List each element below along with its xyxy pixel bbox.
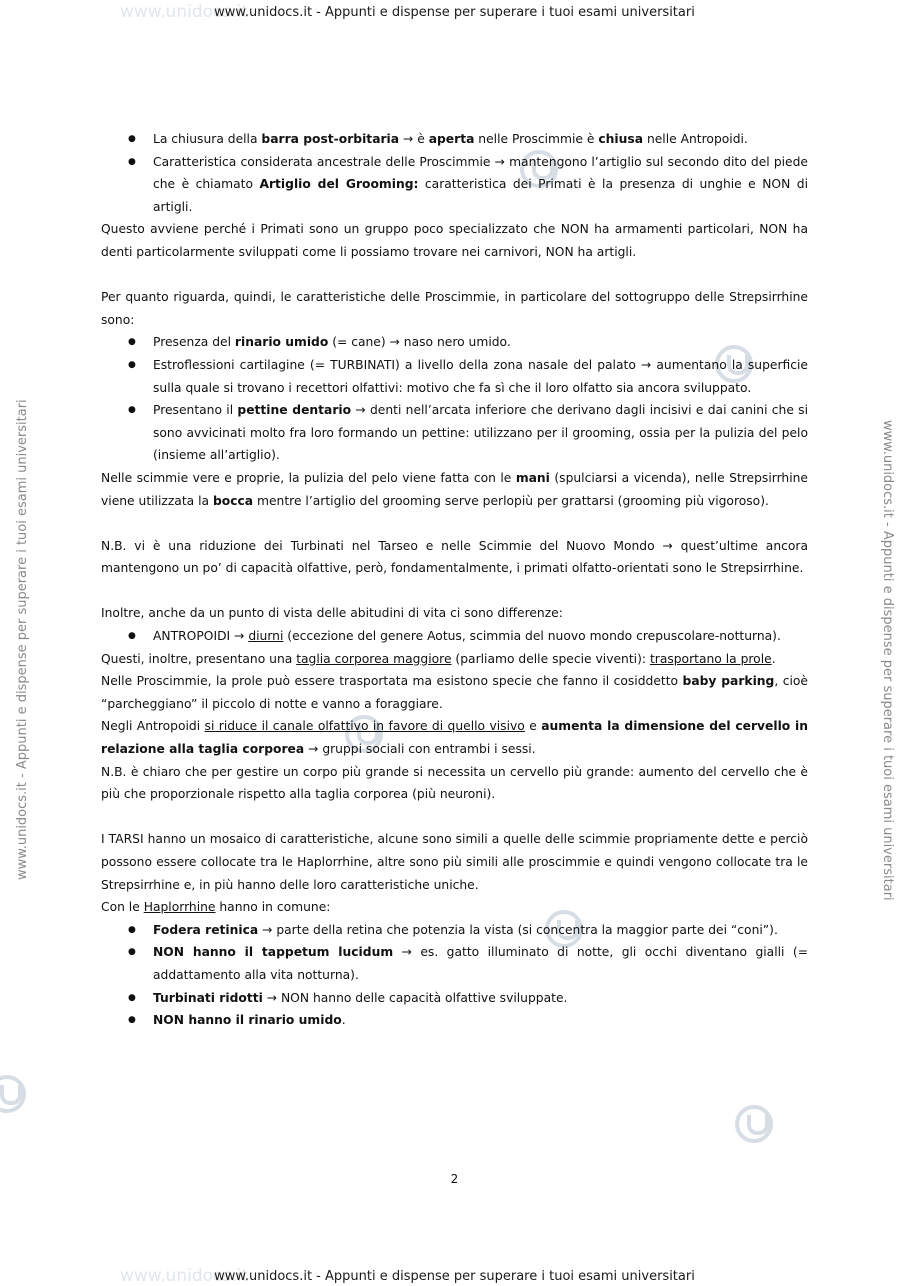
paragraph: I TARSI hanno un mosaico di caratteristiche, alcune sono simili a quelle delle scimmie propriamente dette e perciò possono essere collocate tra le Haplorrhine, altre sono più simili alle proscimmie e quindi vengono collocate tra le Strepsirrhine e, in più hanno delle loro caratteristiche uniche. bbox=[101, 832, 808, 892]
list-item: ● Caratteristica considerata ancestrale delle Proscimmie → mantengono l’artiglio sul secondo dito del piede che è chiamato Artiglio del Grooming: caratteristica dei Primati è la presenza di unghie e NON di artigli. bbox=[101, 151, 808, 219]
arrow-icon: → bbox=[355, 403, 366, 418]
arrow-icon: → bbox=[640, 357, 652, 372]
watermark-ghost-bottom: www.unidocs.it bbox=[120, 1266, 249, 1286]
list-item: ● Turbinati ridotti → NON hanno delle capacità olfattive sviluppate. bbox=[101, 987, 808, 1010]
watermark-logo-icon bbox=[735, 1105, 773, 1143]
arrow-icon: → bbox=[494, 154, 505, 169]
paragraph: N.B. è chiaro che per gestire un corpo più grande si necessita un cervello più grande: aumento del cervello che è più che proporzionale rispetto alla taglia corporea (più neuroni). bbox=[101, 764, 808, 802]
paragraph: Nelle Proscimmie, la prole può essere trasportata ma esistono specie che fanno il cosiddetto baby parking, cioè “parcheggiano” il piccolo di notte e vanno a foraggiare. bbox=[101, 674, 808, 711]
arrow-icon: → bbox=[403, 132, 414, 146]
list-item: ● ANTROPOIDI → diurni (eccezione del genere Aotus, scimmia del nuovo mondo crepuscolare-notturna). bbox=[101, 625, 808, 648]
paragraph: Inoltre, anche da un punto di vista delle abitudini di vita ci sono differenze: bbox=[101, 606, 563, 621]
list-item: ● La chiusura della barra post-orbitaria → è aperta nelle Proscimmie è chiusa nelle Antropoidi. bbox=[101, 128, 808, 151]
paragraph: Nelle scimmie vere e proprie, la pulizia del pelo viene fatta con le mani (spulciarsi a vicenda), nelle Strepsirrhine viene utilizzata la bocca mentre l’artiglio del grooming serve perlopiù per grattarsi (grooming più vigoroso). bbox=[101, 470, 808, 508]
paragraph: N.B. vi è una riduzione dei Turbinati nel Tarseo e nelle Scimmie del Nuovo Mondo → quest’ultime ancora mantengono un po’ di capacità olfattive, però, fondamentalmente, i primati olfatto-orientati sono le Strepsirrhine. bbox=[101, 538, 808, 576]
arrow-icon: → bbox=[662, 538, 673, 553]
watermark-side-right: www.unidocs.it - Appunti e dispense per superare i tuoi esami universitari bbox=[880, 420, 895, 901]
watermark-side-left: www.unidocs.it - Appunti e dispense per superare i tuoi esami universitari bbox=[15, 399, 30, 880]
arrow-icon: → bbox=[401, 945, 412, 960]
list-item: ● Estroflessioni cartilagine (= TURBINATI) a livello della zona nasale del palato → aumentano la superficie sulla quale si trovano i recettori olfattivi: motivo che fa sì che il loro olfatto sia ancora sviluppato. bbox=[101, 354, 808, 399]
watermark-ghost-top: www.unidocs.it bbox=[120, 2, 249, 22]
arrow-icon: → bbox=[266, 990, 278, 1005]
bullet-list-haplorrhine bbox=[101, 919, 808, 1032]
list-item: ● Presenza del rinario umido (= cane) → naso nero umido. bbox=[101, 331, 808, 354]
arrow-icon: → bbox=[308, 742, 319, 757]
bullet-list-antropoidi bbox=[101, 625, 808, 648]
watermark-logo-icon bbox=[0, 1075, 26, 1113]
paragraph: Questo avviene perché i Primati sono un gruppo poco specializzato che NON ha armamenti particolari, NON ha denti particolarmente sviluppati come li possiamo trovare nei carnivori, NON ha artigli. bbox=[101, 222, 808, 259]
paragraph: Per quanto riguarda, quindi, le caratteristiche delle Proscimmie, in particolare del sottogruppo delle Strepsirrhine sono: bbox=[101, 290, 808, 327]
arrow-icon: → bbox=[262, 922, 273, 937]
bullet-list-orbitaria bbox=[101, 128, 808, 218]
list-item: ● Presentano il pettine dentario → denti nell’arcata inferiore che derivano dagli incisivi e dai canini che si sono avvicinati molto fra loro formando un pettine: utilizzano per il grooming, ossia per la pulizia del pelo (insieme all’artiglio). bbox=[101, 399, 808, 467]
paragraph: Questi, inoltre, presentano una taglia corporea maggiore (parliamo delle specie viventi): trasportano la prole. bbox=[101, 651, 776, 666]
list-item: ● NON hanno il rinario umido. bbox=[101, 1009, 808, 1032]
arrow-icon: → bbox=[389, 335, 400, 350]
list-item: ● Fodera retinica → parte della retina che potenzia la vista (si concentra la maggior parte dei “coni”). bbox=[101, 919, 808, 942]
bullet-list-strepsirrhine bbox=[101, 331, 808, 467]
watermark-footer: www.unidocs.it - Appunti e dispense per superare i tuoi esami universitari bbox=[214, 1269, 695, 1284]
page-number: 2 bbox=[450, 1172, 459, 1186]
document-body bbox=[101, 128, 808, 1032]
arrow-icon: → bbox=[234, 629, 245, 644]
watermark-header: www.unidocs.it - Appunti e dispense per superare i tuoi esami universitari bbox=[214, 5, 695, 20]
paragraph: Negli Antropoidi si riduce il canale olfattivo in favore di quello visivo e aumenta la dimensione del cervello in relazione alla taglia corporea → gruppi sociali con entrambi i sessi. bbox=[101, 719, 809, 757]
list-item: ● NON hanno il tappetum lucidum → es. gatto illuminato di notte, gli occhi diventano gialli (= addattamento alla vita notturna). bbox=[101, 941, 808, 986]
paragraph: Con le Haplorrhine hanno in comune: bbox=[101, 900, 331, 915]
